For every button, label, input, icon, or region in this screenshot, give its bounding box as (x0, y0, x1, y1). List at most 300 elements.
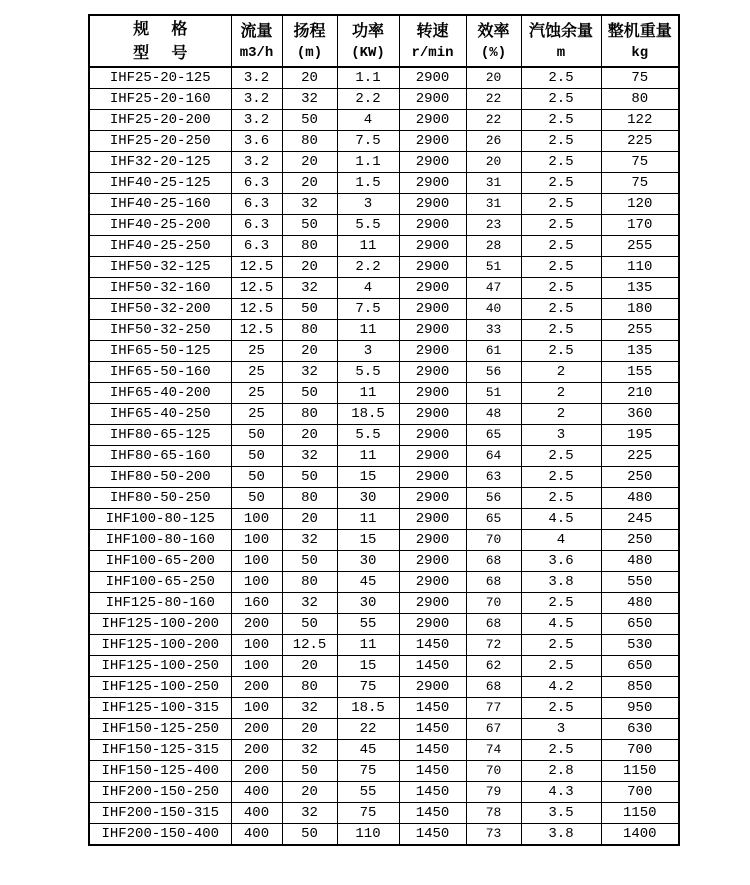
cell-speed: 2900 (399, 67, 466, 89)
cell-efficiency: 70 (466, 761, 521, 782)
table-row (89, 194, 679, 215)
cell-weight: 550 (601, 572, 679, 593)
cell-model: IHF125-100-250 (89, 677, 231, 698)
cell-speed: 1450 (399, 824, 466, 846)
cell-speed: 2900 (399, 467, 466, 488)
cell-efficiency: 70 (466, 530, 521, 551)
table-row (89, 719, 679, 740)
cell-npsh: 2.5 (521, 698, 601, 719)
cell-model: IHF40-25-160 (89, 194, 231, 215)
cell-speed: 1450 (399, 782, 466, 803)
cell-speed: 2900 (399, 614, 466, 635)
cell-npsh: 2 (521, 362, 601, 383)
cell-model: IHF125-100-250 (89, 656, 231, 677)
cell-power: 1.1 (337, 67, 399, 89)
cell-speed: 2900 (399, 257, 466, 278)
cell-head: 20 (282, 341, 337, 362)
cell-flow: 6.3 (231, 236, 282, 257)
table-row (89, 152, 679, 173)
cell-head: 80 (282, 404, 337, 425)
cell-power: 7.5 (337, 299, 399, 320)
header-weight-label: 整机重量 (607, 21, 672, 40)
cell-efficiency: 22 (466, 110, 521, 131)
cell-weight: 250 (601, 530, 679, 551)
cell-weight: 850 (601, 677, 679, 698)
cell-npsh: 3.6 (521, 551, 601, 572)
cell-npsh: 2.5 (521, 635, 601, 656)
table-row (89, 110, 679, 131)
header-power-unit: (KW) (351, 45, 385, 61)
cell-flow: 100 (231, 530, 282, 551)
cell-power: 45 (337, 740, 399, 761)
header-npsh-unit: m (556, 45, 566, 61)
cell-model: IHF200-150-400 (89, 824, 231, 846)
cell-power: 11 (337, 509, 399, 530)
header-model-line1: 规 格 (133, 19, 188, 38)
cell-weight: 75 (601, 67, 679, 89)
cell-weight: 225 (601, 131, 679, 152)
cell-speed: 2900 (399, 593, 466, 614)
cell-model: IHF125-100-315 (89, 698, 231, 719)
cell-weight: 155 (601, 362, 679, 383)
cell-efficiency: 67 (466, 719, 521, 740)
cell-npsh: 3 (521, 719, 601, 740)
header-efficiency-unit: (%) (480, 45, 507, 61)
cell-weight: 360 (601, 404, 679, 425)
cell-npsh: 2.5 (521, 341, 601, 362)
cell-model: IHF80-50-200 (89, 467, 231, 488)
cell-weight: 480 (601, 593, 679, 614)
cell-head: 50 (282, 824, 337, 846)
cell-power: 22 (337, 719, 399, 740)
cell-power: 15 (337, 467, 399, 488)
cell-npsh: 2.5 (521, 89, 601, 110)
cell-speed: 1450 (399, 698, 466, 719)
cell-power: 45 (337, 572, 399, 593)
header-head-unit: (m) (296, 45, 323, 61)
cell-speed: 2900 (399, 320, 466, 341)
cell-power: 4 (337, 278, 399, 299)
cell-weight: 225 (601, 446, 679, 467)
cell-head: 20 (282, 173, 337, 194)
table-row (89, 67, 679, 89)
cell-model: IHF40-25-250 (89, 236, 231, 257)
cell-weight: 1400 (601, 824, 679, 846)
cell-efficiency: 31 (466, 173, 521, 194)
cell-npsh: 4.2 (521, 677, 601, 698)
cell-weight: 195 (601, 425, 679, 446)
cell-efficiency: 68 (466, 677, 521, 698)
cell-head: 80 (282, 236, 337, 257)
cell-model: IHF50-32-250 (89, 320, 231, 341)
cell-weight: 650 (601, 614, 679, 635)
table-row (89, 677, 679, 698)
cell-npsh: 2.5 (521, 320, 601, 341)
cell-flow: 200 (231, 614, 282, 635)
table-row (89, 656, 679, 677)
cell-speed: 2900 (399, 572, 466, 593)
cell-flow: 400 (231, 803, 282, 824)
cell-flow: 100 (231, 509, 282, 530)
cell-speed: 2900 (399, 110, 466, 131)
cell-power: 7.5 (337, 131, 399, 152)
cell-weight: 110 (601, 257, 679, 278)
cell-head: 12.5 (282, 635, 337, 656)
pump-spec-table (88, 14, 680, 846)
cell-model: IHF50-32-125 (89, 257, 231, 278)
cell-efficiency: 56 (466, 362, 521, 383)
cell-head: 32 (282, 698, 337, 719)
cell-speed: 2900 (399, 404, 466, 425)
column-header-speed (399, 15, 466, 67)
cell-efficiency: 72 (466, 635, 521, 656)
cell-model: IHF125-100-200 (89, 614, 231, 635)
cell-efficiency: 28 (466, 236, 521, 257)
header-weight-unit: kg (631, 45, 649, 61)
pump-spec-table-container (88, 14, 680, 846)
header-speed-unit: r/min (411, 45, 454, 61)
cell-efficiency: 48 (466, 404, 521, 425)
cell-flow: 50 (231, 488, 282, 509)
cell-npsh: 2.5 (521, 740, 601, 761)
cell-weight: 75 (601, 173, 679, 194)
cell-power: 110 (337, 824, 399, 846)
cell-head: 20 (282, 257, 337, 278)
cell-speed: 1450 (399, 656, 466, 677)
cell-head: 32 (282, 278, 337, 299)
cell-power: 18.5 (337, 698, 399, 719)
cell-power: 1.1 (337, 152, 399, 173)
cell-head: 50 (282, 467, 337, 488)
cell-efficiency: 22 (466, 89, 521, 110)
table-row (89, 803, 679, 824)
header-model-line2: 型 号 (133, 43, 188, 62)
cell-flow: 200 (231, 761, 282, 782)
cell-flow: 50 (231, 467, 282, 488)
table-row (89, 572, 679, 593)
cell-head: 20 (282, 656, 337, 677)
cell-efficiency: 33 (466, 320, 521, 341)
cell-power: 11 (337, 383, 399, 404)
cell-model: IHF40-25-200 (89, 215, 231, 236)
cell-npsh: 2.5 (521, 488, 601, 509)
cell-power: 55 (337, 782, 399, 803)
cell-weight: 700 (601, 782, 679, 803)
table-row (89, 404, 679, 425)
cell-npsh: 2.5 (521, 593, 601, 614)
cell-npsh: 3.8 (521, 824, 601, 846)
cell-head: 80 (282, 572, 337, 593)
cell-efficiency: 51 (466, 383, 521, 404)
cell-speed: 2900 (399, 131, 466, 152)
table-row (89, 236, 679, 257)
cell-speed: 1450 (399, 719, 466, 740)
cell-flow: 100 (231, 656, 282, 677)
table-row (89, 593, 679, 614)
cell-speed: 2900 (399, 446, 466, 467)
cell-npsh: 2.5 (521, 215, 601, 236)
cell-model: IHF80-65-160 (89, 446, 231, 467)
cell-power: 30 (337, 551, 399, 572)
cell-model: IHF32-20-125 (89, 152, 231, 173)
table-row (89, 278, 679, 299)
cell-head: 80 (282, 320, 337, 341)
cell-power: 5.5 (337, 362, 399, 383)
cell-npsh: 2.5 (521, 110, 601, 131)
cell-speed: 2900 (399, 551, 466, 572)
cell-head: 80 (282, 488, 337, 509)
table-row (89, 257, 679, 278)
cell-model: IHF150-125-400 (89, 761, 231, 782)
cell-weight: 180 (601, 299, 679, 320)
cell-power: 5.5 (337, 215, 399, 236)
cell-model: IHF65-40-200 (89, 383, 231, 404)
table-row (89, 131, 679, 152)
cell-speed: 2900 (399, 488, 466, 509)
cell-weight: 75 (601, 152, 679, 173)
cell-power: 11 (337, 236, 399, 257)
cell-weight: 480 (601, 488, 679, 509)
header-npsh-label: 汽蚀余量 (528, 21, 593, 40)
cell-speed: 1450 (399, 740, 466, 761)
cell-weight: 170 (601, 215, 679, 236)
cell-npsh: 2 (521, 404, 601, 425)
cell-speed: 2900 (399, 425, 466, 446)
header-flow-label: 流量 (240, 21, 273, 40)
cell-head: 50 (282, 299, 337, 320)
column-header-npsh (521, 15, 601, 67)
cell-head: 32 (282, 740, 337, 761)
cell-efficiency: 61 (466, 341, 521, 362)
cell-weight: 650 (601, 656, 679, 677)
cell-model: IHF40-25-125 (89, 173, 231, 194)
cell-efficiency: 47 (466, 278, 521, 299)
cell-head: 80 (282, 131, 337, 152)
cell-weight: 530 (601, 635, 679, 656)
cell-weight: 210 (601, 383, 679, 404)
cell-model: IHF125-100-200 (89, 635, 231, 656)
column-header-efficiency (466, 15, 521, 67)
cell-power: 11 (337, 446, 399, 467)
cell-efficiency: 73 (466, 824, 521, 846)
cell-flow: 200 (231, 677, 282, 698)
table-row (89, 614, 679, 635)
cell-head: 50 (282, 110, 337, 131)
cell-power: 4 (337, 110, 399, 131)
cell-efficiency: 63 (466, 467, 521, 488)
cell-speed: 2900 (399, 89, 466, 110)
cell-flow: 3.2 (231, 67, 282, 89)
cell-npsh: 3.8 (521, 572, 601, 593)
cell-flow: 200 (231, 719, 282, 740)
header-power-label: 功率 (351, 21, 384, 40)
cell-power: 75 (337, 677, 399, 698)
cell-npsh: 2 (521, 383, 601, 404)
cell-flow: 12.5 (231, 299, 282, 320)
cell-model: IHF80-65-125 (89, 425, 231, 446)
cell-head: 20 (282, 509, 337, 530)
cell-flow: 160 (231, 593, 282, 614)
cell-model: IHF200-150-315 (89, 803, 231, 824)
cell-head: 32 (282, 803, 337, 824)
cell-head: 32 (282, 593, 337, 614)
table-row (89, 383, 679, 404)
column-header-power (337, 15, 399, 67)
cell-efficiency: 23 (466, 215, 521, 236)
table-header-row (89, 15, 679, 67)
header-efficiency-label: 效率 (477, 21, 510, 40)
cell-npsh: 2.5 (521, 131, 601, 152)
table-row (89, 761, 679, 782)
cell-weight: 122 (601, 110, 679, 131)
cell-speed: 2900 (399, 236, 466, 257)
cell-head: 80 (282, 677, 337, 698)
cell-npsh: 4.3 (521, 782, 601, 803)
cell-efficiency: 65 (466, 509, 521, 530)
header-head-label: 扬程 (293, 21, 326, 40)
cell-npsh: 2.5 (521, 446, 601, 467)
table-row (89, 173, 679, 194)
cell-flow: 25 (231, 404, 282, 425)
cell-speed: 2900 (399, 299, 466, 320)
cell-power: 5.5 (337, 425, 399, 446)
cell-speed: 2900 (399, 215, 466, 236)
cell-head: 32 (282, 194, 337, 215)
cell-weight: 1150 (601, 803, 679, 824)
cell-model: IHF200-150-250 (89, 782, 231, 803)
cell-weight: 630 (601, 719, 679, 740)
cell-speed: 2900 (399, 173, 466, 194)
cell-head: 32 (282, 362, 337, 383)
column-header-flow (231, 15, 282, 67)
cell-efficiency: 31 (466, 194, 521, 215)
cell-head: 32 (282, 446, 337, 467)
cell-speed: 1450 (399, 803, 466, 824)
table-row (89, 782, 679, 803)
cell-npsh: 2.5 (521, 236, 601, 257)
cell-npsh: 4.5 (521, 509, 601, 530)
table-row (89, 509, 679, 530)
cell-flow: 6.3 (231, 215, 282, 236)
cell-efficiency: 26 (466, 131, 521, 152)
cell-head: 20 (282, 152, 337, 173)
cell-model: IHF80-50-250 (89, 488, 231, 509)
cell-power: 2.2 (337, 89, 399, 110)
cell-power: 75 (337, 803, 399, 824)
cell-power: 30 (337, 488, 399, 509)
cell-speed: 2900 (399, 278, 466, 299)
cell-efficiency: 68 (466, 551, 521, 572)
cell-efficiency: 64 (466, 446, 521, 467)
cell-npsh: 2.5 (521, 656, 601, 677)
cell-power: 55 (337, 614, 399, 635)
cell-efficiency: 68 (466, 572, 521, 593)
cell-speed: 2900 (399, 341, 466, 362)
cell-head: 20 (282, 67, 337, 89)
table-row (89, 551, 679, 572)
cell-model: IHF65-50-160 (89, 362, 231, 383)
cell-speed: 2900 (399, 194, 466, 215)
cell-model: IHF125-80-160 (89, 593, 231, 614)
column-header-weight (601, 15, 679, 67)
cell-flow: 50 (231, 425, 282, 446)
table-row (89, 824, 679, 846)
cell-weight: 120 (601, 194, 679, 215)
cell-model: IHF100-80-125 (89, 509, 231, 530)
table-row (89, 446, 679, 467)
cell-speed: 1450 (399, 635, 466, 656)
cell-npsh: 2.5 (521, 467, 601, 488)
cell-flow: 100 (231, 698, 282, 719)
cell-weight: 700 (601, 740, 679, 761)
cell-model: IHF150-125-250 (89, 719, 231, 740)
cell-flow: 100 (231, 572, 282, 593)
cell-efficiency: 70 (466, 593, 521, 614)
cell-model: IHF25-20-160 (89, 89, 231, 110)
table-row (89, 215, 679, 236)
cell-flow: 3.2 (231, 152, 282, 173)
cell-flow: 100 (231, 635, 282, 656)
table-row (89, 488, 679, 509)
cell-npsh: 2.8 (521, 761, 601, 782)
cell-weight: 135 (601, 341, 679, 362)
cell-npsh: 2.5 (521, 257, 601, 278)
cell-speed: 2900 (399, 509, 466, 530)
cell-flow: 12.5 (231, 320, 282, 341)
cell-model: IHF25-20-125 (89, 67, 231, 89)
cell-head: 20 (282, 719, 337, 740)
cell-model: IHF50-32-200 (89, 299, 231, 320)
cell-efficiency: 68 (466, 614, 521, 635)
cell-weight: 950 (601, 698, 679, 719)
cell-head: 50 (282, 551, 337, 572)
cell-power: 11 (337, 320, 399, 341)
cell-efficiency: 62 (466, 656, 521, 677)
cell-flow: 12.5 (231, 278, 282, 299)
cell-efficiency: 78 (466, 803, 521, 824)
table-row (89, 362, 679, 383)
table-row (89, 530, 679, 551)
cell-model: IHF100-65-250 (89, 572, 231, 593)
cell-flow: 25 (231, 362, 282, 383)
cell-head: 32 (282, 530, 337, 551)
column-header-head (282, 15, 337, 67)
cell-efficiency: 77 (466, 698, 521, 719)
column-header-model (89, 15, 231, 67)
cell-weight: 255 (601, 320, 679, 341)
cell-head: 50 (282, 215, 337, 236)
cell-model: IHF100-80-160 (89, 530, 231, 551)
table-row (89, 89, 679, 110)
cell-flow: 400 (231, 782, 282, 803)
header-speed-label: 转速 (416, 21, 449, 40)
cell-flow: 100 (231, 551, 282, 572)
cell-weight: 135 (601, 278, 679, 299)
header-flow-unit: m3/h (239, 45, 274, 61)
cell-weight: 80 (601, 89, 679, 110)
cell-npsh: 4 (521, 530, 601, 551)
cell-npsh: 2.5 (521, 194, 601, 215)
cell-npsh: 4.5 (521, 614, 601, 635)
cell-flow: 400 (231, 824, 282, 846)
cell-efficiency: 56 (466, 488, 521, 509)
cell-power: 30 (337, 593, 399, 614)
cell-power: 3 (337, 341, 399, 362)
cell-model: IHF150-125-315 (89, 740, 231, 761)
table-row (89, 698, 679, 719)
cell-weight: 1150 (601, 761, 679, 782)
table-row (89, 299, 679, 320)
